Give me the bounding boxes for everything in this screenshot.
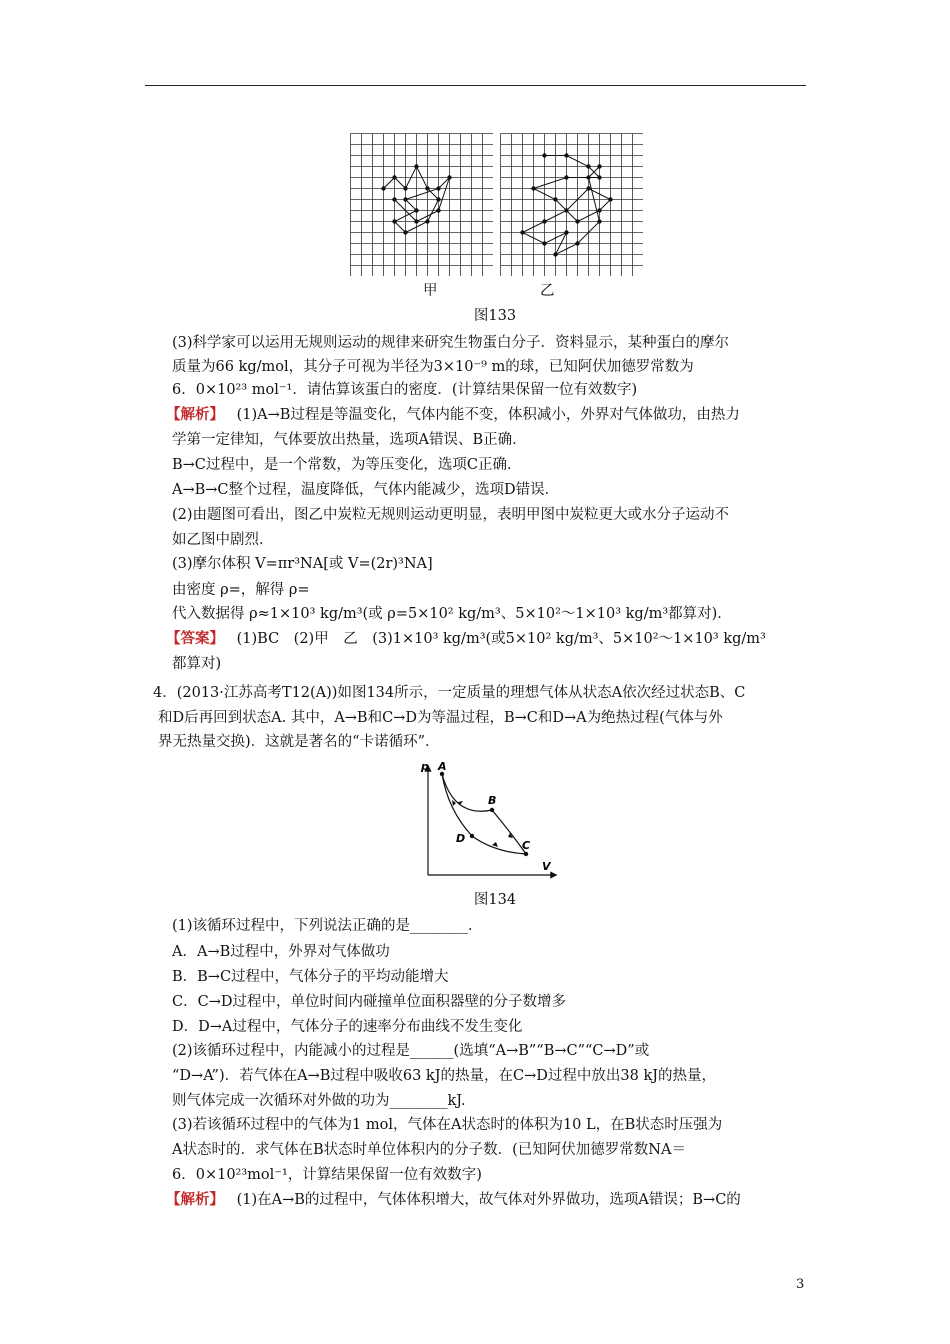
q4-part3-line3: 6．0×10²³mol⁻¹，计算结果保留一位有效数字) bbox=[172, 1167, 482, 1183]
solution1-line9: 代入数据得 ρ≈1×10³ kg/m³(或 ρ=5×10² kg/m³、5×10²～1×10³ kg/m³都算对)． bbox=[172, 606, 732, 622]
particle-position-dot bbox=[425, 186, 429, 190]
particle-position-dot bbox=[392, 197, 396, 201]
q4-part3-line2: A状态时的．求气体在B状态时单位体积内的分子数．(已知阿伏加德罗常数NA＝ bbox=[172, 1142, 686, 1158]
figure-133-label-yi: 乙 bbox=[540, 283, 555, 299]
particle-position-dot bbox=[542, 153, 546, 157]
solution1-line6: 如乙图中剧烈． bbox=[172, 532, 274, 548]
solution1-line1 bbox=[166, 405, 740, 425]
solution1-line5: (2)由题图可看出，图乙中炭粒无规则运动更明显，表明甲图中炭粒更大或水分子运动不 bbox=[172, 507, 730, 523]
q4-part3-line1: (3)若该循环过程中的气体为1 mol，气体在A状态时的体积为10 L，在B状态时压强为 bbox=[172, 1117, 723, 1133]
particle-position-dot bbox=[520, 230, 524, 234]
figure-133-caption: 图133 bbox=[473, 308, 517, 324]
state-d-label: D bbox=[456, 832, 466, 845]
figure-134 bbox=[418, 758, 568, 883]
question4-line2: 和D后再回到状态A. 其中，A→B和C→D为等温过程，B→C和D→A为绝热过程(气体与外 bbox=[158, 710, 723, 726]
answer1-line2: 都算对) bbox=[172, 656, 222, 672]
q4-option-b: B．B→C过程中，气体分子的平均动能增大 bbox=[172, 969, 449, 985]
header-rule bbox=[145, 85, 806, 86]
particle-position-dot bbox=[564, 153, 568, 157]
q4-part2-line1: (2)该循环过程中，内能减小的过程是______(选填“A→B”“B→C”“C→D”或 bbox=[172, 1043, 650, 1059]
particle-position-dot bbox=[403, 186, 407, 190]
particle-position-dot bbox=[447, 175, 451, 179]
particle-position-dot bbox=[586, 186, 590, 190]
particle-position-dot bbox=[597, 208, 601, 212]
state-b-label: B bbox=[488, 794, 497, 807]
particle-position-dot bbox=[436, 186, 440, 190]
state-c-label: C bbox=[522, 839, 531, 852]
solution1-line7: (3)摩尔体积 V=πr³NA[或 V=(2r)³NA] bbox=[172, 556, 433, 572]
particle-position-dot bbox=[575, 241, 579, 245]
answer1-text1: (1)BC (2)甲 乙 (3)1×10³ kg/m³(或5×10² kg/m³、5×10²～1×10³ kg/m³ bbox=[236, 631, 766, 647]
q4-option-c: C．C→D过程中，单位时间内碰撞单位面积器壁的分子数增多 bbox=[172, 994, 566, 1010]
q4-option-d: D．D→A过程中，气体分子的速率分布曲线不发生变化 bbox=[172, 1019, 523, 1035]
p-axis-label: p bbox=[421, 760, 429, 773]
particle-position-dot bbox=[403, 197, 407, 201]
solution2-text1: (1)在A→B的过程中，气体体积增大，故气体对外界做功，选项A错误；B→C的 bbox=[236, 1192, 741, 1208]
figure-133-yi bbox=[500, 133, 643, 276]
particle-position-dot bbox=[381, 186, 385, 190]
state-a-label: A bbox=[438, 760, 447, 773]
arrow-cd bbox=[492, 842, 498, 847]
state-c-dot bbox=[524, 852, 528, 856]
particle-position-dot bbox=[403, 230, 407, 234]
solution1-line2: 学第一定律知，气体要放出热量，选项A错误、B正确． bbox=[172, 432, 527, 448]
solution-tag: 【解析】 bbox=[166, 406, 224, 423]
figure-134-caption: 图134 bbox=[473, 892, 517, 908]
particle-position-dot bbox=[553, 252, 557, 256]
particle-position-dot bbox=[392, 175, 396, 179]
particle-position-dot bbox=[414, 219, 418, 223]
q4-part1-stem: (1)该循环过程中，下列说法正确的是________． bbox=[172, 918, 483, 934]
particle-position-dot bbox=[597, 219, 601, 223]
state-d-dot bbox=[470, 834, 474, 838]
particle-position-dot bbox=[597, 164, 601, 168]
particle-position-dot bbox=[542, 241, 546, 245]
question4-line1: 4．(2013·江苏高考T12(A))如图134所示，一定质量的理想气体从状态A依次经过状态B、C bbox=[153, 685, 746, 701]
page-number: 3 bbox=[796, 1277, 805, 1292]
particle-position-dot bbox=[564, 175, 568, 179]
q4-option-a: A．A→B过程中，外界对气体做功 bbox=[172, 944, 390, 960]
figure-133-label-jia: 甲 bbox=[423, 283, 438, 299]
v-axis-label: V bbox=[542, 860, 551, 873]
particle-position-dot bbox=[542, 219, 546, 223]
q4-part2-line3: 则气体完成一次循环对外做的功为________kJ. bbox=[172, 1093, 466, 1109]
q3-part3-line3: 6．0×10²³ mol⁻¹．请估算该蛋白的密度．(计算结果保留一位有效数字) bbox=[172, 382, 638, 398]
question4-line3: 界无热量交换)．这就是著名的“卡诺循环”． bbox=[158, 734, 440, 750]
particle-position-dot bbox=[586, 175, 590, 179]
q3-part3-line1: (3)科学家可以运用无规则运动的规律来研究生物蛋白分子．资料显示，某种蛋白的摩尔 bbox=[172, 335, 730, 351]
solution1-line4: A→B→C整个过程，温度降低，气体内能减少，选项D错误． bbox=[172, 482, 560, 498]
particle-position-dot bbox=[564, 230, 568, 234]
particle-position-dot bbox=[586, 164, 590, 168]
particle-position-dot bbox=[436, 197, 440, 201]
curve-ab bbox=[442, 774, 492, 811]
particle-position-dot bbox=[414, 164, 418, 168]
curve-cd bbox=[472, 836, 526, 854]
particle-position-dot bbox=[608, 197, 612, 201]
solution2-line1 bbox=[166, 1190, 741, 1210]
particle-position-dot bbox=[564, 208, 568, 212]
particle-position-dot bbox=[414, 208, 418, 212]
figure-133-jia bbox=[350, 133, 493, 276]
particle-position-dot bbox=[531, 186, 535, 190]
particle-position-dot bbox=[425, 219, 429, 223]
particle-position-dot bbox=[597, 175, 601, 179]
solution1-line8: 由密度 ρ=，解得 ρ= bbox=[172, 582, 310, 598]
state-b-dot bbox=[490, 808, 494, 812]
particle-position-dot bbox=[436, 208, 440, 212]
answer1-line1 bbox=[166, 629, 766, 649]
particle-position-dot bbox=[392, 219, 396, 223]
solution2-tag: 【解析】 bbox=[166, 1191, 224, 1208]
q3-part3-line2: 质量为66 kg/mol，其分子可视为半径为3×10⁻⁹ m的球，已知阿伏加德罗常数为 bbox=[172, 359, 694, 375]
curve-da bbox=[442, 774, 472, 836]
solution1-line3: B→C过程中，是一个常数，为等压变化，选项C正确． bbox=[172, 457, 522, 473]
curve-bc bbox=[492, 810, 526, 854]
particle-position-dot bbox=[553, 197, 557, 201]
q4-part2-line2: “D→A”)．若气体在A→B过程中吸收63 kJ的热量，在C→D过程中放出38 kJ的热量， bbox=[172, 1068, 717, 1084]
solution1-text1: (1)A→B过程是等温变化，气体内能不变，体积减小，外界对气体做功，由热力 bbox=[236, 407, 740, 423]
answer-tag: 【答案】 bbox=[166, 630, 224, 647]
particle-position-dot bbox=[575, 219, 579, 223]
